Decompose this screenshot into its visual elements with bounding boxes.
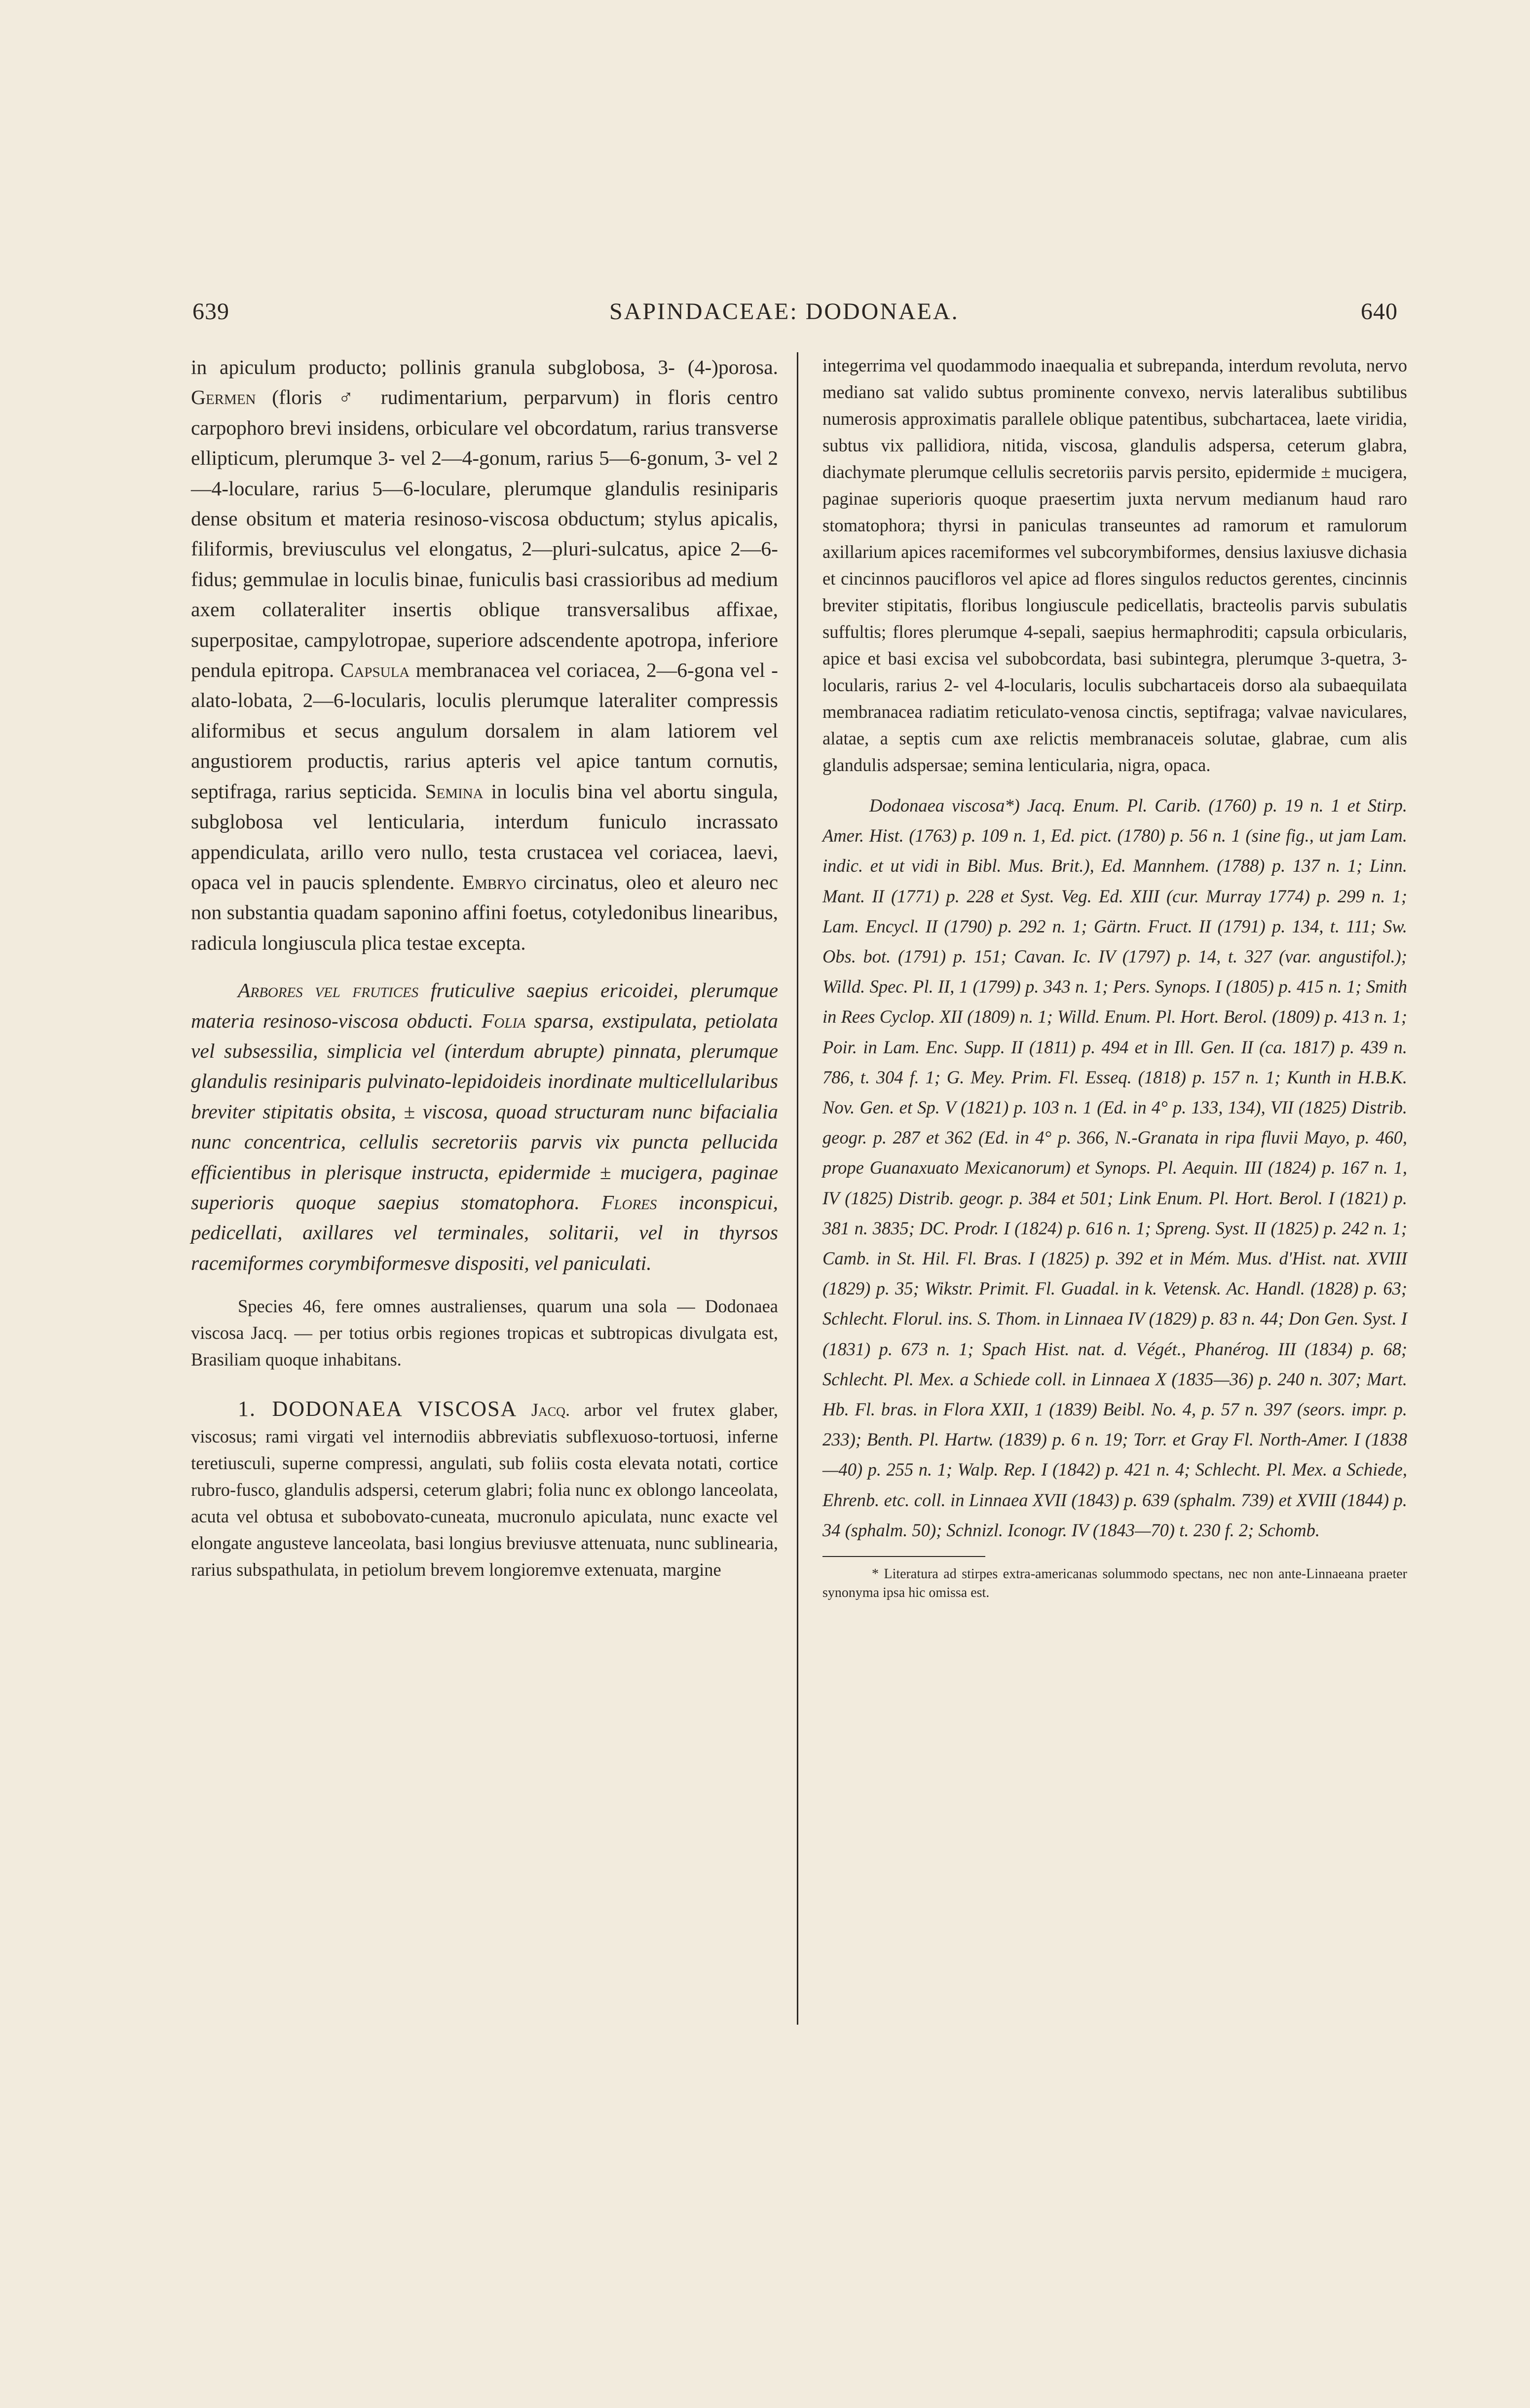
term-flores: Flores <box>601 1190 657 1214</box>
text-run: membranacea vel coriacea, 2—6-gona vel -alato-lobata, 2—6-locularis, loculis plerumque lateraliter compressis aliformibus et secus angulum dorsalem in alam latiorem vel angustiorem productis, rarius apteris vel apice tantum cornutis, septifraga, rarius septicida. <box>191 659 778 803</box>
page-number-right: 640 <box>1361 298 1398 325</box>
left-column <box>191 352 778 1583</box>
term-embryo: Embryo <box>462 870 526 893</box>
footnote: * Literatura ad stirpes extra-americanas solummodo spectans, nec non ante-Linnaeana praeter synonyma ipsa hic omissa est. <box>822 1566 1407 1601</box>
species-author: Jacq. <box>531 1400 570 1420</box>
text-run: in loculis bina vel abortu singula, subglobosa vel lenticularia, interdum funiculo incrassato appendiculata, arillo vero nullo, testa crustacea vel coriacea, laevi, opaca vel in paucis splendente. <box>191 779 778 893</box>
genus-description-paragraph <box>191 352 778 958</box>
text-run: arbor vel frutex glaber, viscosus; rami virgati vel internodiis abbreviatis subflexuoso-tortuosi, inferne teretiusculi, superne compressi, angulati, sub foliis costa elevata notati, cortice rubro-fusco, glandulis adspersi, ceterum glabri; folia nunc ex oblongo lanceolata, acuta vel obtusa et subobovato-cuneata, mucronulo apiculata, nunc exacte vel elongate angusteve lanceolata, basi longius breviusve attenuata, nunc sublinearia, rarius subspathulata, in petiolum brevem longioremve extenuata, margine <box>191 1400 778 1580</box>
text-run: in apiculum producto; pollinis granula subglobosa, 3- (4-)porosa. <box>191 356 778 378</box>
synonymy-paragraph: Dodonaea viscosa*) Jacq. Enum. Pl. Carib. (1760) p. 19 n. 1 et Stirp. Amer. Hist. (1763) p. 109 n. 1, Ed. pict. (1780) p. 56 n. 1 (sine fig., ut jam Lam. indic. et ut vidi in Bibl. Mus. Brit.), Ed. Mannhem. (1788) p. 137 n. 1; Linn. Mant. II (1771) p. 228 et Syst. Veg. Ed. XIII (cur. Murray 1774) p. 299 n. 1; Lam. Encycl. II (1790) p. 292 n. 1; Gärtn. Fruct. II (1791) p. 134, t. 111; Sw. Obs. bot. (1791) p. 151; Cavan. Ic. IV (1797) p. 14, t. 327 (var. angustifol.); Willd. Spec. Pl. II, 1 (1799) p. 343 n. 1; Pers. Synops. I (1805) p. 415 n. 1; Smith in Rees Cyclop. XII (1809) n. 1; Willd. Enum. Pl. Hort. Berol. (1809) p. 413 n. 1; Poir. in Lam. Enc. Supp. II (1811) p. 494 et in Ill. Gen. II (ca. 1817) p. 439 n. 786, t. 304 f. 1; G. Mey. Prim. Fl. Esseq. (1818) p. 157 n. 1; Kunth in H.B.K. Nov. Gen. et Sp. V (1821) p. 103 n. 1 (Ed. in 4° p. 133, 134), VII (1825) Distrib. geogr. p. 287 et 362 (Ed. in 4° p. 366, N.-Granata in ripa fluvii Mayo, p. 460, prope Guanaxuato Mexicanorum) et Synops. Pl. Aequin. III (1824) p. 167 n. 1, IV (1825) Distrib. geogr. p. 384 et 501; Link Enum. Pl. Hort. Berol. I (1821) p. 381 n. 3835; DC. Prodr. I (1824) p. 616 n. 1; Spreng. Syst. II (1825) p. 242 n. 1; Camb. in St. Hil. Fl. Bras. I (1825) p. 392 et in Mém. Mus. d'Hist. nat. XVIII (1829) p. 35; Wikstr. Primit. Fl. Guadal. in k. Vetensk. Ac. Handl. (1828) p. 63; Schlecht. Florul. ins. S. Thom. in Linnaea IV (1829) p. 83 n. 44; Don Gen. Syst. I (1831) p. 673 n. 1; Spach Hist. nat. d. Végét., Phanérog. III (1834) p. 68; Schlecht. Pl. Mex. a Schiede coll. in Linnaea X (1835—36) p. 240 n. 307; Mart. Hb. Fl. bras. in Flora XXII, 1 (1839) Beibl. No. 4, p. 57 n. 397 (seors. impr. p. 233); Benth. Pl. Hartw. (1839) p. 6 n. 19; Torr. et Gray Fl. North-Amer. I (1838—40) p. 255 n. 1; Walp. Rep. I (1842) p. 421 n. 4; Schlecht. Pl. Mex. a Schiede, Ehrenb. etc. coll. in Linnaea XVII (1843) p. 639 (sphalm. 739) et XVIII (1844) p. 34 (sphalm. 50); Schnizl. Iconogr. IV (1843—70) t. 230 f. 2; Schomb. <box>822 795 1407 1540</box>
text-run: sparsa, exstipulata, petiolata vel subsessilia, simplicia vel (interdum abrupte) pinnata, plerumque glandulis resiniparis pulvinato-lepidoideis inordinate multicellularibus breviter stipitatis obsita, ± viscosa, quoad structuram nunc bifacialia nunc concentrica, cellulis secretoriis parvis vix puncta pellucida efficientibus in plerisque instructa, epidermide ± mucigera, paginae superioris quoque saepius stomatophora. <box>191 1009 778 1214</box>
species-description-paragraph <box>191 1396 778 1583</box>
text-run: inconspicui, pedicellati, axillares vel terminales, solitarii, vel in thyrsos racemiformes corymbiformesve dispositi, vel paniculati. <box>191 1190 778 1274</box>
term-arbores: Arbores vel frutices <box>238 979 419 1002</box>
species-heading: 1. DODONAEA VISCOSA <box>238 1397 518 1421</box>
page-number-left: 639 <box>192 298 229 325</box>
term-semina: Semina <box>425 779 484 803</box>
habit-paragraph <box>191 975 778 1278</box>
running-header <box>0 298 1530 337</box>
term-folia: Folia <box>482 1009 526 1032</box>
text-run: circinatus, oleo et aleuro nec non substantia quadam saponino affini foetus, cotyledonibus linearibus, radicula longiuscula plica testae excepta. <box>191 870 778 954</box>
text-run: (floris ♂ rudimentarium, perparvum) in floris centro carpophoro brevi insidens, orbiculare vel obcordatum, rarius transverse ellipticum, plerumque 3- vel 2—4-gonum, rarius 5—6-gonum, 3- vel 2—4-loculare, rarius 5—6-loculare, plerumque glandulis resiniparis dense obsitum et materia resinoso-viscosa obductum; stylus apicalis, filiformis, breviusculus vel elongatus, 2—pluri-sulcatus, apice 2—6-fidus; gemmulae in loculis binae, funiculis basi crassioribus ad medium axem collateraliter insertis oblique transversalibus affixae, superpositae, campylotropae, superiore adscendente apotropa, inferiore pendula epitropa. <box>191 386 778 682</box>
term-germen: Germen <box>191 386 256 409</box>
column-divider <box>797 352 798 2025</box>
text-run: fruticulive saepius ericoidei, plerumque materia resinoso-viscosa obducti. <box>191 979 778 1032</box>
term-capsula: Capsula <box>340 659 410 682</box>
footnote-rule <box>822 1556 985 1557</box>
description-continuation: integerrima vel quodammodo inaequalia et subrepanda, interdum revoluta, nervo mediano sat valido subtus prominente convexo, nervis lateralibus subtilibus numerosis approximatis parallele oblique patentibus, subchartacea, laete viridia, subtus vix pallidiora, nitida, viscosa, glandulis adspersa, ceterum glabra, diachymate plerumque cellulis secretoriis parvis persito, epidermide ± mucigera, paginae superioris quoque praesertim juxta nervum medianum haud raro stomatophora; thyrsi in paniculas transeuntes ad ramorum et ramulorum axillarium apices racemiformes vel subcorymbiformes, densius laxiusve dichasia et cincinnos paucifloros vel apice ad flores singulos reductos gerentes, cincinnis breviter stipitatis, floribus longiuscule pedicellatis, bracteolis parvis subulatis suffultis; flores plerumque 4-sepali, saepius hermaphroditi; capsula orbicularis, apice et basi excisa vel subobcordata, basi subintegra, plerumque 3-quetra, 3-locularis, rarius 2- vel 4-locularis, loculis subchartaceis dorso ala subaequilata membranacea radiatim reticulato-venosa cinctis, septifraga; valvae naviculares, alatae, a septis cum axe relictis membranaceis solutae, glabrae, cum alis glandulis adspersae; semina lenticularia, nigra, opaca. <box>822 355 1407 775</box>
species-count-paragraph: Species 46, fere omnes australienses, quarum una sola — Dodonaea viscosa Jacq. — per totius orbis regiones tropicas et subtropicas divulgata est, Brasiliam quoque inhabitans. <box>191 1296 778 1370</box>
running-title: SAPINDACEAE: DODONAEA. <box>609 298 959 325</box>
right-column <box>822 352 1407 1602</box>
